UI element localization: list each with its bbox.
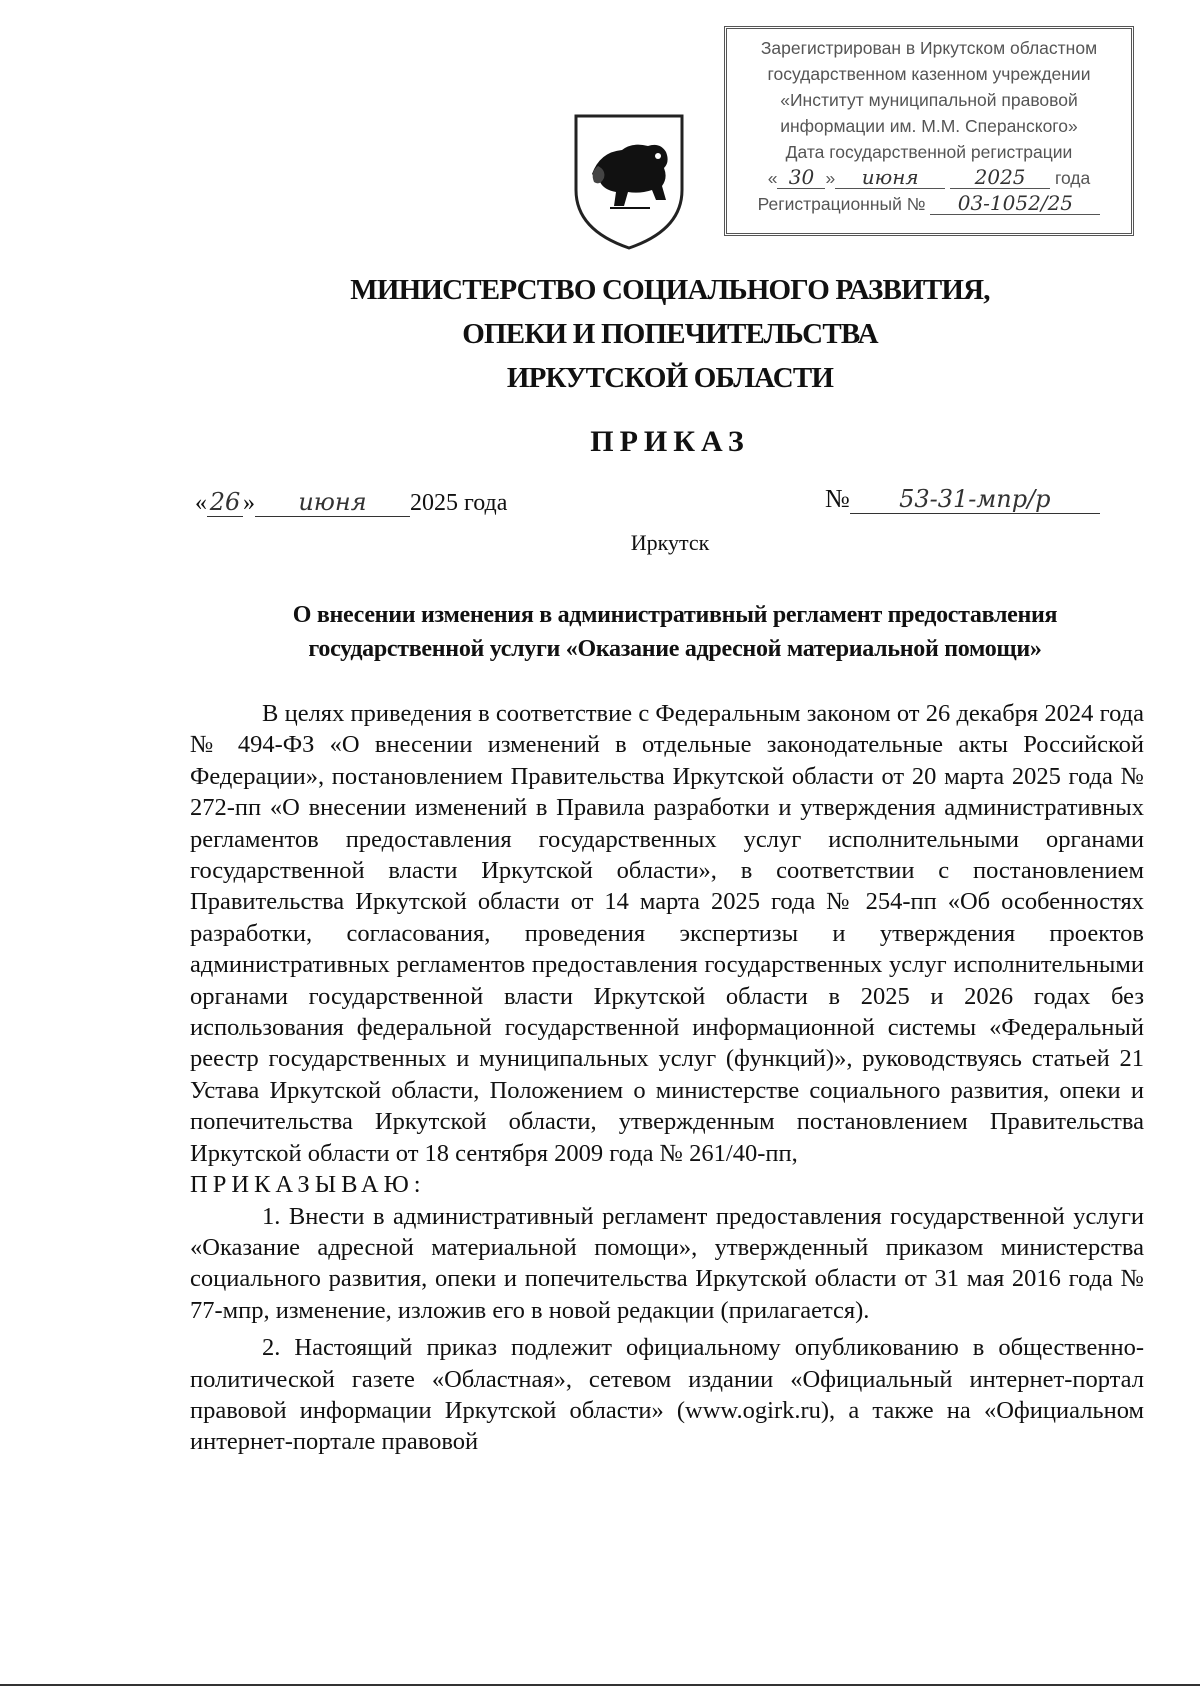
stamp-open-quote: « <box>767 168 778 188</box>
order-city: Иркутск <box>630 530 710 555</box>
stamp-year: 2025 <box>950 166 1050 189</box>
order-number-value: 53-31-мпр/р <box>850 485 1100 514</box>
order-date <box>195 488 507 517</box>
stamp-line: государственном казенном учреждении <box>767 64 1091 84</box>
document-title-line: государственной услуги «Оказание адресной материальной помощи» <box>308 636 1042 662</box>
order-close-quote: » <box>243 490 255 516</box>
order-year: 2025 года <box>410 490 508 516</box>
stamp-month: июня <box>835 166 945 189</box>
ministry-line: ОПЕКИ И ПОПЕЧИТЕЛЬСТВА <box>462 318 878 350</box>
document-title <box>190 598 1160 666</box>
order-word: ПРИКАЗЫВАЮ: <box>190 1171 426 1199</box>
order-open-quote: « <box>195 490 207 516</box>
order-item-2: 2. Настоящий приказ подлежит официальному опубликованию в общественно-политической газете «Областная», сетевом издании «Официальный интернет-портал правовой информации Иркутской области» (www.ogirk.ru), а также на «Официальном интернет-портале правовой <box>190 1334 1144 1456</box>
order-day: 26 <box>207 488 243 517</box>
ministry-heading <box>0 268 1200 400</box>
stamp-line: Дата государственной регистрации <box>785 142 1073 162</box>
stamp-registration-number <box>727 191 1131 217</box>
stamp-line: Зарегистрирован в Иркутском областном <box>760 38 1098 58</box>
order-number-label: № <box>825 484 850 513</box>
registration-stamp <box>724 26 1134 236</box>
document-title-line: О внесении изменения в административный регламент предоставления <box>292 602 1058 628</box>
document-body <box>190 698 1144 1458</box>
stamp-registration-date <box>727 165 1131 191</box>
preamble-paragraph: В целях приведения в соответствие с Федеральным законом от 26 декабря 2024 года № 494-ФЗ «О внесении изменений в отдельные законодательные акты Российской Федерации», постановлением Правительства Иркутской области от 20 марта 2025 года № 272-пп «О внесении изменений в Правила разработки и утверждения административных регламентов предоставления государственных услуг исполнительными органами государственной власти Иркутской области», в соответствии с постановлением Правительства Иркутской области от 14 марта 2025 года № 254-пп «Об особенностях разработки, согласования, проведения экспертизы и утверждения проектов административных регламентов предоставления государственных услуг исполнительными органами государственной власти Иркутской области в 2025 и 2026 годах без использования федеральной государственной информационной системы «Федеральный реестр государственных и муниципальных услуг (функций)», руководствуясь статьей 21 Устава Иркутской области, Положением о министерстве социального развития, опеки и попечительства Иркутской области, утвержденным постановлением Правительства Иркутской области от 18 сентября 2009 года № 261/40-пп, <box>190 700 1144 1167</box>
stamp-close-quote: » <box>825 168 836 188</box>
stamp-reg-number-label: Регистрационный № <box>757 194 926 214</box>
ministry-line: МИНИСТЕРСТВО СОЦИАЛЬНОГО РАЗВИТИЯ, <box>350 274 990 306</box>
order-number <box>825 484 1100 514</box>
stamp-reg-number: 03-1052/25 <box>930 192 1100 215</box>
stamp-line: информации им. М.М. Сперанского» <box>780 116 1078 136</box>
coat-of-arms-emblem <box>570 112 688 252</box>
order-item-1: 1. Внести в административный регламент предоставления государственной услуги «Оказание адресной материальной помощи», утвержденный приказом министерства социального развития, опеки и попечительства Иркутской области от 31 мая 2016 года № 77-мпр, изменение, изложив его в новой редакции (прилагается). <box>190 1202 1144 1324</box>
document-type-title: ПРИКАЗ <box>590 425 750 458</box>
stamp-line: «Институт муниципальной правовой <box>780 90 1078 110</box>
stamp-day: 30 <box>777 166 825 189</box>
order-month: июня <box>255 488 410 517</box>
stamp-year-suffix: года <box>1054 168 1091 188</box>
ministry-line: ИРКУТСКОЙ ОБЛАСТИ <box>506 362 834 394</box>
page-bottom-rule <box>0 1684 1200 1686</box>
